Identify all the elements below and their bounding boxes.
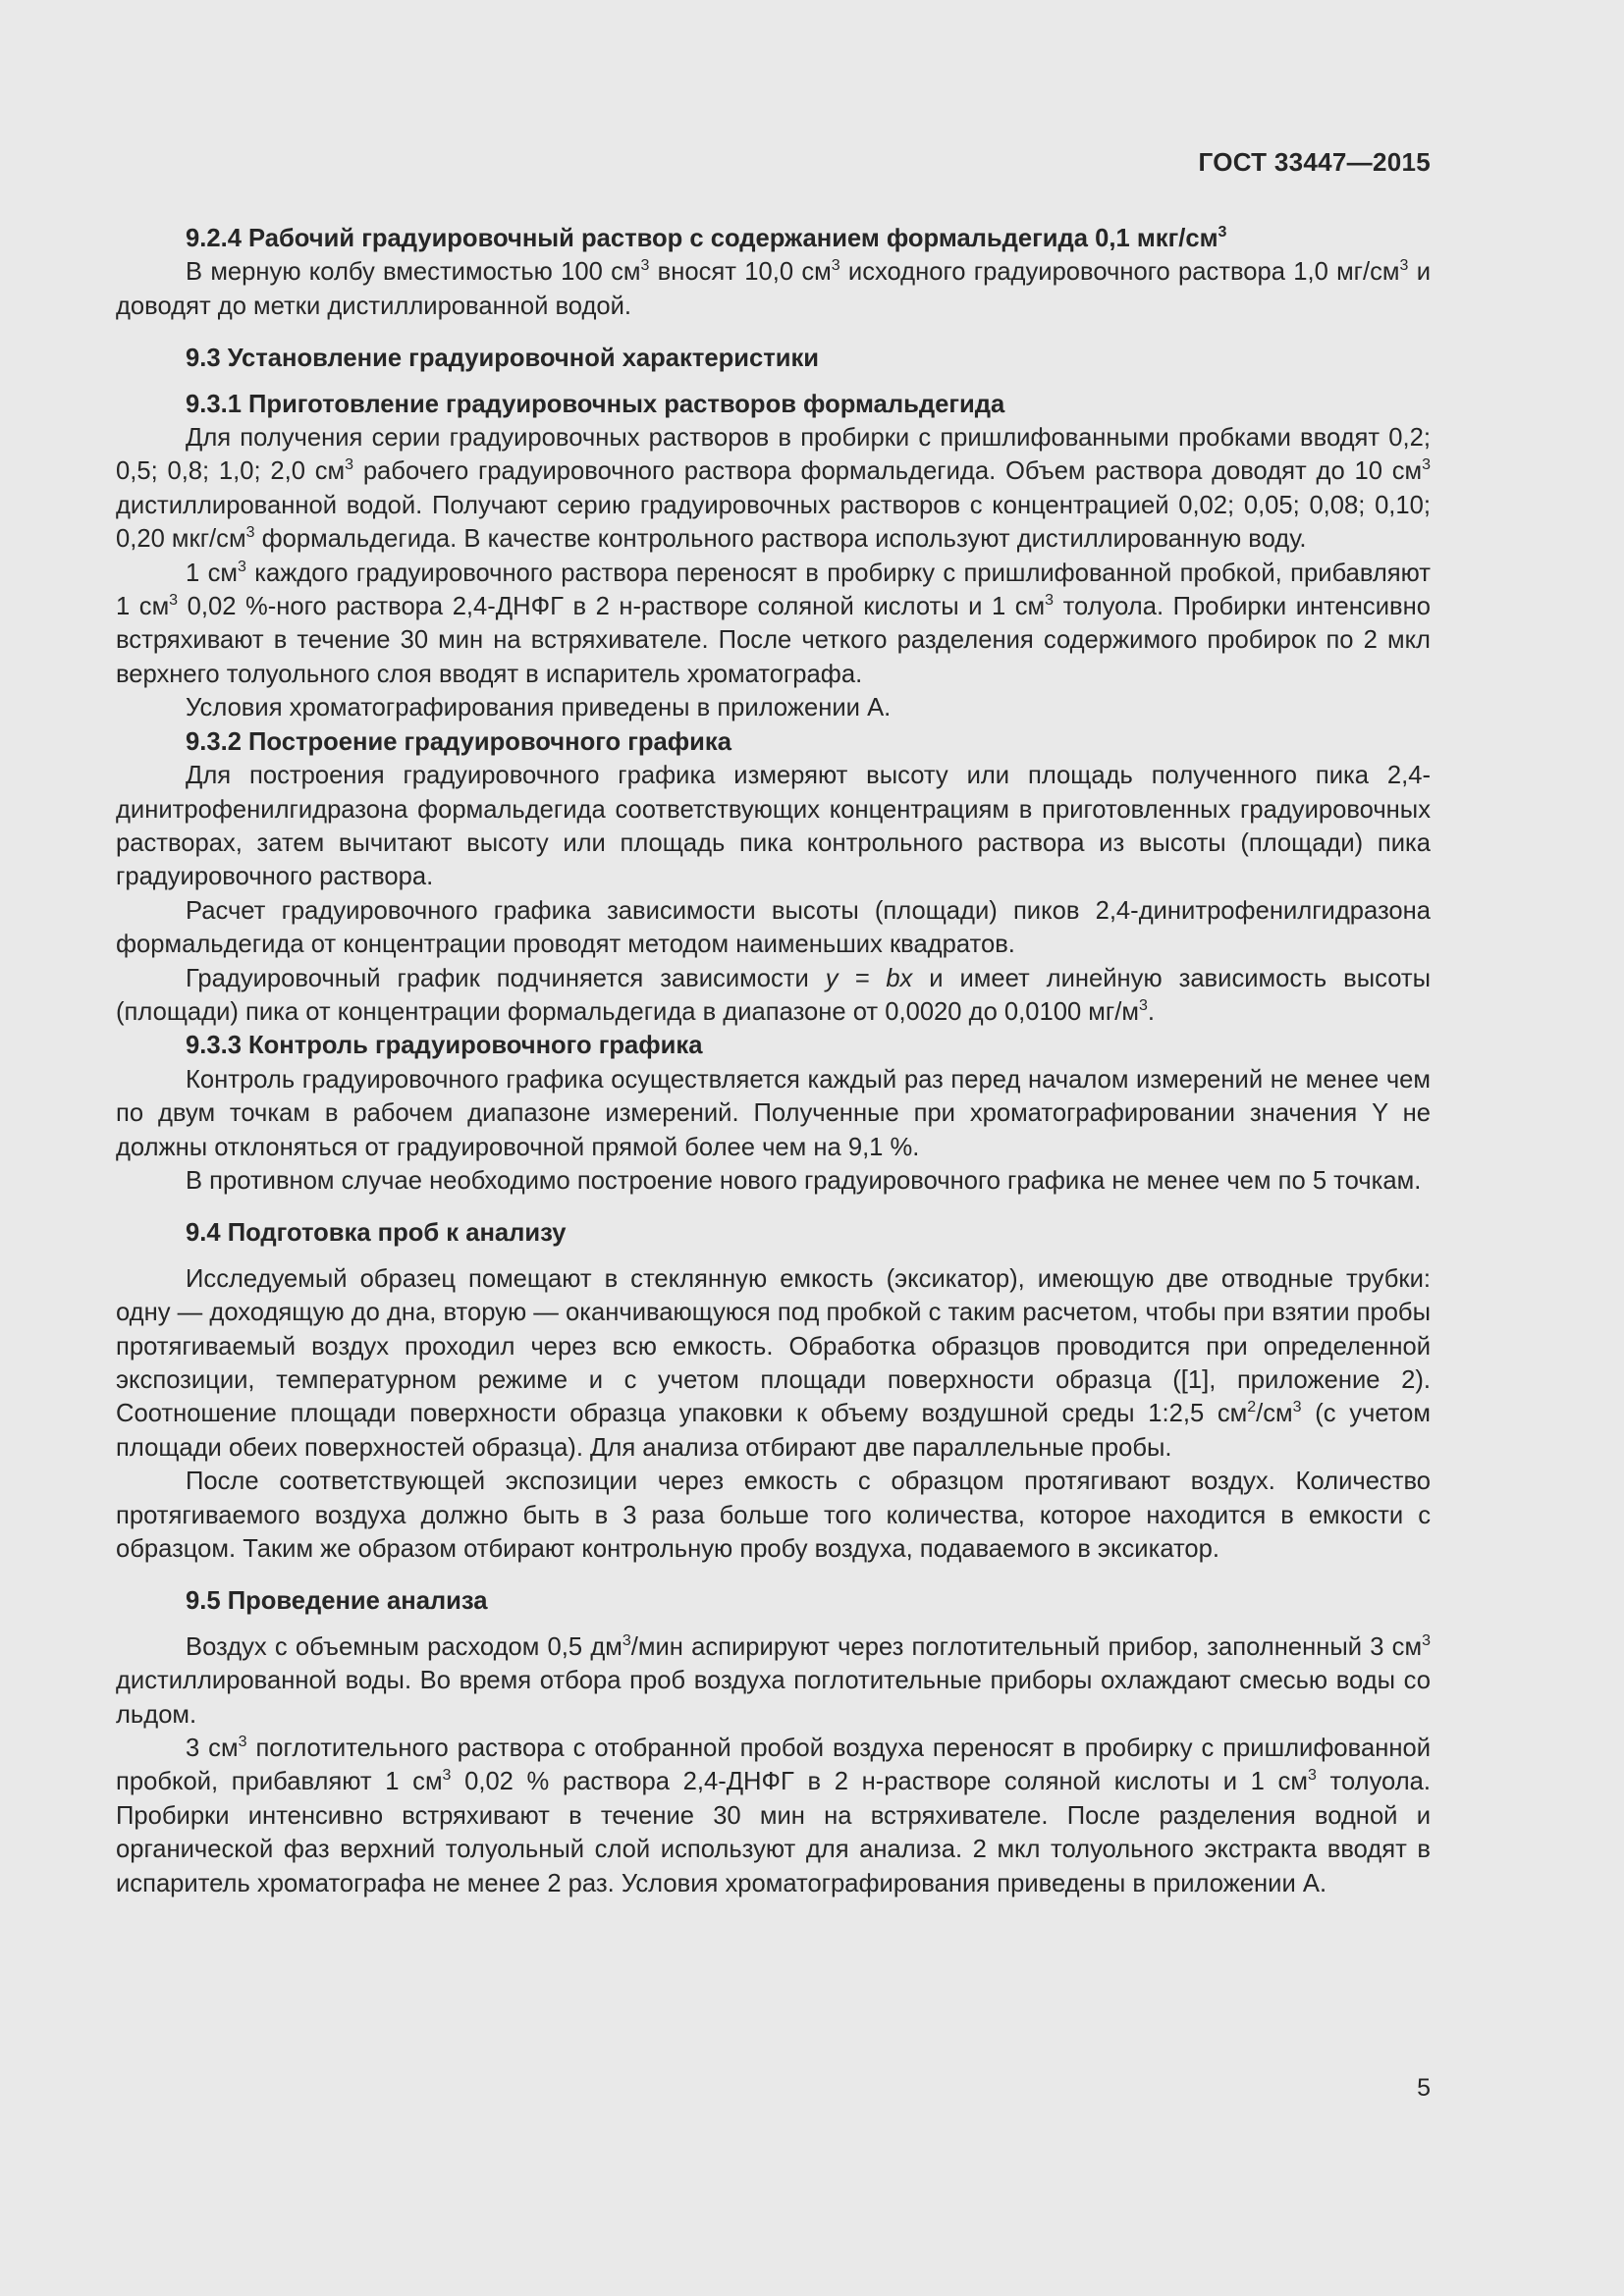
heading-9-3-2: 9.3.2 Построение градуировочного графика — [186, 727, 731, 756]
document-id: ГОСТ 33447—2015 — [1198, 147, 1431, 177]
heading-9-3-3: 9.3.3 Контроль градуировочного графика — [186, 1032, 703, 1060]
paragraph: Для построения градуировочного графика измеряют высоту или площадь полученного пика 2,4-динитрофенилгидразона формальдегида соответствующих концентрациям в приготовленных градуировочных растворах, затем вычитают высоту или площадь пика контрольного раствора из высоты (площади) пика градуировочного раствора. — [116, 762, 1431, 891]
paragraph: 1 $см^3$ каждого градуировочного раствора переносят в пробирку с пришлифованной пробкой, прибавляют 1 $см^3$ 0,02 %-ного раствора 2,4-ДНФГ в 2 н-растворе соляной кислоты и 1 $см^3$ толуола. Пробирки интенсивно встряхивают в течение 30 мин на встряхивателе. После четкого разделения содержимого пробирок по 2 мкл верхнего толуольного слоя вводят в испаритель хроматографа. — [116, 558, 1431, 688]
document-body — [116, 222, 1431, 1900]
paragraph: В противном случае необходимо построение нового градуировочного графика не менее чем по 5 точкам. — [186, 1166, 1422, 1195]
paragraph: Расчет градуировочного графика зависимости высоты (площади) пиков 2,4-динитрофенилгидразона формальдегида от концентрации проводят методом наименьших квадратов. — [116, 896, 1431, 959]
heading-9-2-4: 9.2.4 Рабочий градуировочный раствор с содержанием формальдегида 0,1 мкг/$см^3$ — [186, 224, 1227, 252]
paragraph: В мерную колбу вместимостью 100 $см^3$ вносят 10,0 $см^3$ исходного градуировочного раствора 1,0 $мг/см^3$ и доводят до метки дистиллированной водой. — [116, 257, 1431, 320]
formula: y = bx — [825, 964, 913, 992]
paragraph: Исследуемый образец помещают в стеклянную емкость (эксикатор), имеющую две отводные трубки: одну — доходящую до дна, вторую — оканчивающуюся под пробкой с таким расчетом, чтобы при взятии пробы протягиваемый воздух проходил через всю емкость. Обработка образцов проводится при определенной экспозиции, температурном режиме и с учетом площади поверхности образца ([1], приложение 2). Соотношение площади поверхности образца упаковки к объему воздушной среды 1:2,5 $см^2/см^3$ (с учетом площади обеих поверхностей образца). Для анализа отбирают две параллельные пробы. — [116, 1264, 1431, 1462]
heading-9-4: 9.4 Подготовка проб к анализу — [186, 1219, 567, 1248]
page-number: 5 — [1417, 2074, 1431, 2102]
heading-9-3: 9.3 Установление градуировочной характеристики — [186, 345, 820, 373]
paragraph: 3 $см^3$ поглотительного раствора с отобранной пробой воздуха переносят в пробирку с пришлифованной пробкой, прибавляют 1 $см^3$ 0,02 % раствора 2,4-ДНФГ в 2 н-растворе соляной кислоты и 1 $см^3$ толуола. Пробирки интенсивно встряхивают в течение 30 мин на встряхивателе. После разделения водной и органической фаз верхний толуольный слой используют для анализа. 2 мкл толуольного экстракта вводят в испаритель хроматографа не менее 2 раз. Условия хроматографирования приведены в приложении А. — [116, 1734, 1431, 1897]
paragraph: После соответствующей экспозиции через емкость с образцом протягивают воздух. Количество протягиваемого воздуха должно быть в 3 раза больше того количества, которое находится в емкости с образцом. Таким же образом отбирают контрольную пробу воздуха, подаваемого в эксикатор. — [116, 1468, 1431, 1564]
paragraph: Для получения серии градуировочных растворов в пробирки с пришлифованными пробками вводят 0,2; 0,5; 0,8; 1,0; 2,0 $см^3$ рабочего градуировочного раствора формальдегида. Объем раствора доводят до 10 $см^3$ дистиллированной водой. Получают серию градуировочных растворов с концентрацией 0,02; 0,05; 0,08; 0,10; 0,20 мкг/$см^3$ формальдегида. В качестве контрольного раствора используют дистиллированную воду. — [116, 424, 1431, 554]
paragraph: Воздух с объемным расходом 0,5 $дм^3$/мин аспирируют через поглотительный прибор, заполненный 3 $см^3$ дистиллированной воды. Во время отбора проб воздуха поглотительные приборы охлаждают смесью воды со льдом. — [116, 1631, 1431, 1729]
paragraph: Условия хроматографирования приведены в приложении А. — [186, 694, 892, 722]
heading-9-5: 9.5 Проведение анализа — [186, 1587, 488, 1616]
paragraph: Контроль градуировочного графика осуществляется каждый раз перед началом измерений не менее чем по двум точкам в рабочем диапазоне измерений. Полученные при хроматографировании значения Y не должны отклоняться от градуировочной прямой более чем на 9,1 %. — [116, 1065, 1431, 1161]
paragraph: Градуировочный график подчиняется зависимости y = bx и имеет линейную зависимость высоты (площади) пика от концентрации формальдегида в диапазоне от 0,0020 до 0,0100 $мг/м^3$. — [116, 964, 1432, 1026]
heading-9-3-1: 9.3.1 Приготовление градуировочных растворов формальдегида — [186, 390, 1005, 418]
